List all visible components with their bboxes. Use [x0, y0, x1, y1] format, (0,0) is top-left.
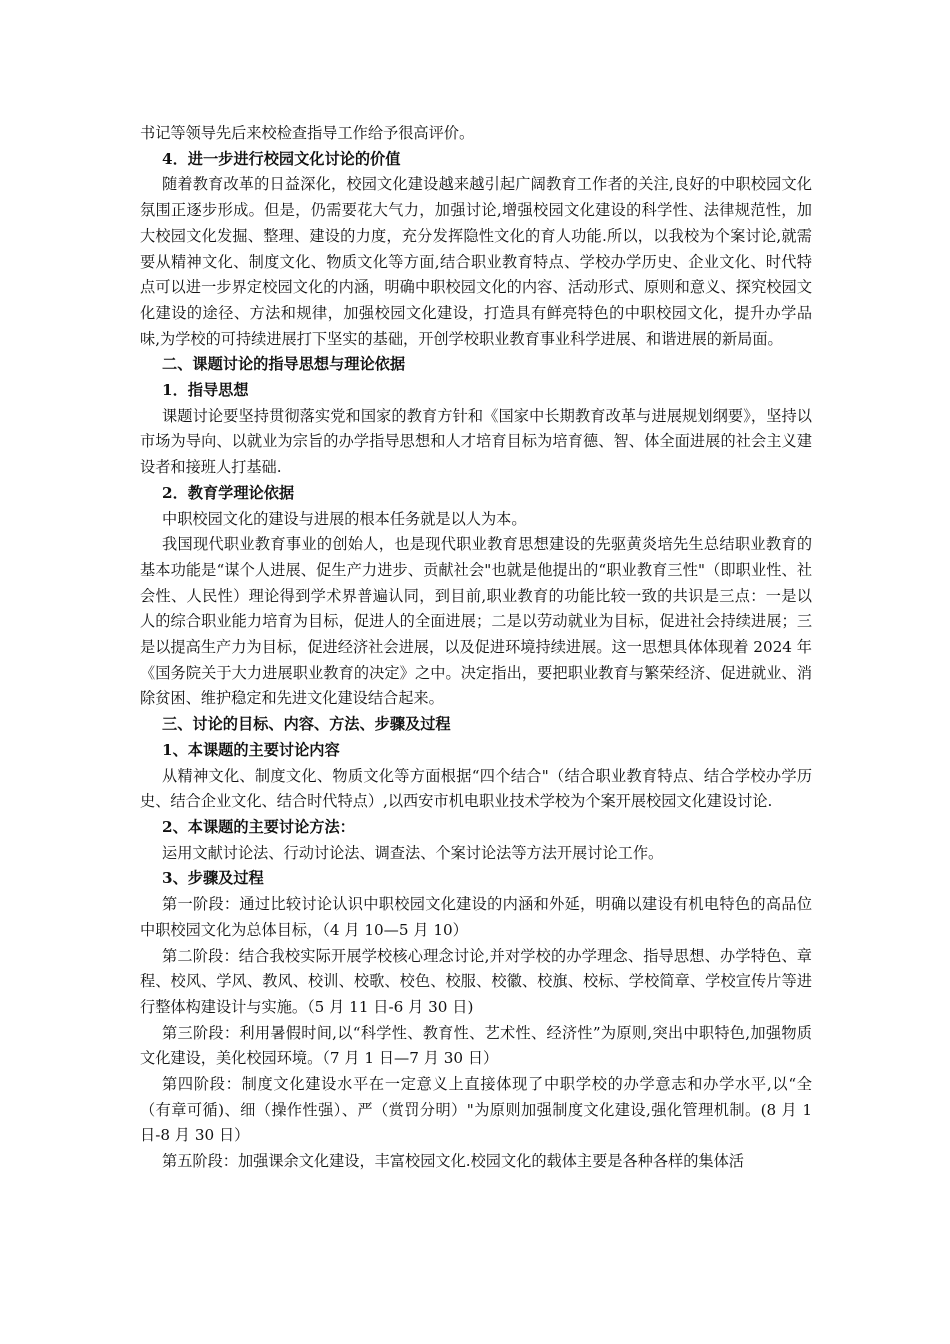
paragraph-huang-yanpei: 我国现代职业教育事业的创始人，也是现代职业教育思想建设的先驱黄炎培先生总结职业教育的基本功能是“谋个人进展、促生产力进步、贡献社会"也就是他提出的“职业教育三性"（即职业性、社会性、人民性）理论得到学术界普遍认同，到目前,职业教育的功能比较一致的共识是三点：一是以人的综合职业能力培育为目标，促进人的全面进展；二是以劳动就业为目标，促进社会持续进展；三是以提高生产力为目标，促进经济社会进展，以及促进环境持续进展。这一思想具体体现着 2024 年《国务院关于大力进展职业教育的决定》之中。决定指出，要把职业教育与繁荣经济、促进就业、消除贫困、维护稳定和先进文化建设结合起来。	[140, 535, 812, 708]
paragraph-stage-3: 第三阶段：利用暑假时间,以“科学性、教育性、艺术性、经济性”为原则,突出中职特色,加强物质文化建设，美化校园环境。（7 月 1 日—7 月 30 日）	[140, 1023, 812, 1068]
section-heading-2: 二、课题讨论的指导思想与理论依据	[162, 355, 405, 374]
paragraph-fundamental-task: 中职校园文化的建设与进展的根本任务就是以人为本。	[162, 509, 527, 528]
document-body	[140, 121, 812, 1175]
paragraph-value: 随着教育改革的日益深化，校园文化建设越来越引起广阔教育工作者的关注,良好的中职校园文化氛围正逐步形成。但是，仍需要花大气力，加强讨论,增强校园文化建设的科学性、法律规范性，加大校园文化发掘、整理、建设的力度，充分发挥隐性文化的育人功能.所以，以我校为个案讨论,就需要从精神文化、制度文化、物质文化等方面,结合职业教育特点、学校办学历史、企业文化、时代特点可以进一步界定校园文化的内涵，明确中职校园文化的内容、活动形式、原则和意义、探究校园文化建设的途径、方法和规律，加强校园文化建设，打造具有鲜亮特色的中职校园文化，提升办学品味,为学校的可持续进展打下坚实的基础，开创学校职业教育事业科学进展、和谐进展的新局面。	[140, 175, 812, 348]
paragraph-guiding-ideology: 课题讨论要坚持贯彻落实党和国家的教育方针和《国家中长期教育改革与进展规划纲要》，坚持以市场为导向、以就业为宗旨的办学指导思想和人才培育目标为培育德、智、体全面进展的社会主义建设者和接班人打基础.	[140, 406, 812, 477]
paragraph-research-methods: 运用文献讨论法、行动讨论法、调查法、个案讨论法等方法开展讨论工作。	[162, 843, 664, 862]
paragraph-continuation: 书记等领导先后来校检查指导工作给予很高评价。	[140, 124, 475, 142]
heading-value-of-research: 4．进一步进行校园文化讨论的价值	[162, 149, 401, 168]
heading-pedagogy-basis: 2．教育学理论依据	[162, 483, 295, 502]
heading-research-methods: 2、本课题的主要讨论方法：	[162, 817, 355, 836]
paragraph-stage-2: 第二阶段：结合我校实际开展学校核心理念讨论,并对学校的办学理念、指导思想、办学特色、章程、校风、学风、教风、校训、校歌、校色、校服、校徽、校旗、校标、学校简章、学校宣传片等进行整体构建设计与实施。（5 月 11 日-6 月 30 日)	[140, 946, 812, 1016]
section-heading-3: 三、讨论的目标、内容、方法、步骤及过程	[162, 715, 451, 734]
paragraph-stage-1: 第一阶段：通过比较讨论认识中职校园文化建设的内涵和外延，明确以建设有机电特色的高品位中职校园文化为总体目标，（4 月 10—5 月 10）	[140, 895, 812, 939]
heading-research-content: 1、本课题的主要讨论内容	[162, 740, 340, 759]
paragraph-research-content: 从精神文化、制度文化、物质文化等方面根据“四个结合"（结合职业教育特点、结合学校办学历史、结合企业文化、结合时代特点）,以西安市机电职业技术学校为个案开展校园文化建设讨论.	[140, 766, 812, 811]
paragraph-stage-4: 第四阶段：制度文化建设水平在一定意义上直接体现了中职学校的办学意志和办学水平,以“全（有章可循)、细（操作性强）、严（赏罚分明）"为原则加强制度文化建设,强化管理机制。(8 月 1 日-8 月 30 日）	[140, 1075, 812, 1145]
heading-steps: 3、步骤及过程	[162, 869, 264, 888]
heading-guiding-ideology: 1．指导思想	[162, 381, 249, 400]
paragraph-stage-5: 第五阶段：加强课余文化建设，丰富校园文化.校园文化的载体主要是各种各样的集体活	[162, 1152, 744, 1171]
